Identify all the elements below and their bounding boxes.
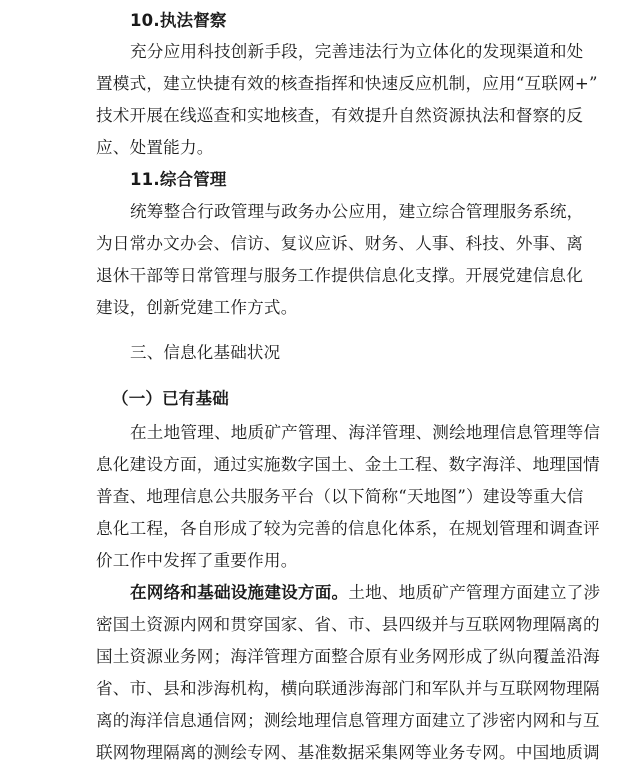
subsection-1-title: （一）已有基础 (112, 389, 229, 408)
section-11-line: 统筹整合行政管理与政务办公应用，建立综合管理服务系统， (130, 202, 584, 221)
section-11-title: 11.综合管理 (130, 170, 227, 189)
paragraph-2-lead-rest: 土地、地质矿产管理方面建立了涉 (348, 583, 601, 602)
paragraph-1-line: 普查、地理信息公共服务平台（以下简称“天地图”）建设等重大信 (96, 487, 584, 506)
paragraph-2-line: 联网物理隔离的测绘专网、基准数据采集网等业务专网。中国地质调 (96, 743, 600, 762)
paragraph-2-lead-bold: 在网络和基础设施建设方面。 (130, 583, 349, 602)
paragraph-1-line: 息化工程，各自形成了较为完善的信息化体系，在规划管理和调查评 (96, 519, 600, 538)
paragraph-2-line: 离的海洋信息通信网；测绘地理信息管理方面建立了涉密内网和与互 (96, 711, 600, 730)
paragraph-1-line: 价工作中发挥了重要作用。 (96, 551, 298, 570)
section-10-line: 置模式，建立快捷有效的核查指挥和快速反应机制，应用“互联网+” (96, 74, 598, 93)
section-10-line: 应、处置能力。 (96, 138, 214, 157)
paragraph-1-line: 息化建设方面，通过实施数字国土、金土工程、数字海洋、地理国情 (96, 455, 600, 474)
section-11-line: 建设，创新党建工作方式。 (96, 298, 298, 317)
paragraph-2-line: 密国土资源内网和贯穿国家、省、市、县四级并与互联网物理隔离的 (96, 615, 600, 634)
section-11-line: 退休干部等日常管理与服务工作提供信息化支撑。开展党建信息化 (96, 266, 584, 285)
paragraph-2-line: 省、市、县和涉海机构，横向联通涉海部门和军队并与互联网物理隔 (96, 679, 600, 698)
paragraph-1-line: 在土地管理、地质矿产管理、海洋管理、测绘地理信息管理等信 (130, 423, 601, 442)
paragraph-2-first-line (130, 578, 600, 608)
section-10-line: 充分应用科技创新手段，完善违法行为立体化的发现渠道和处 (130, 42, 584, 61)
section-10-line: 技术开展在线巡查和实地核查，有效提升自然资源执法和督察的反 (96, 106, 584, 125)
paragraph-2-line: 国土资源业务网；海洋管理方面整合原有业务网形成了纵向覆盖沿海 (96, 647, 600, 666)
chapter-3-title: 三、信息化基础状况 (130, 343, 281, 362)
section-11-line: 为日常办文办会、信访、复议应诉、财务、人事、科技、外事、离 (96, 234, 584, 253)
section-10-title: 10.执法督察 (130, 11, 227, 30)
